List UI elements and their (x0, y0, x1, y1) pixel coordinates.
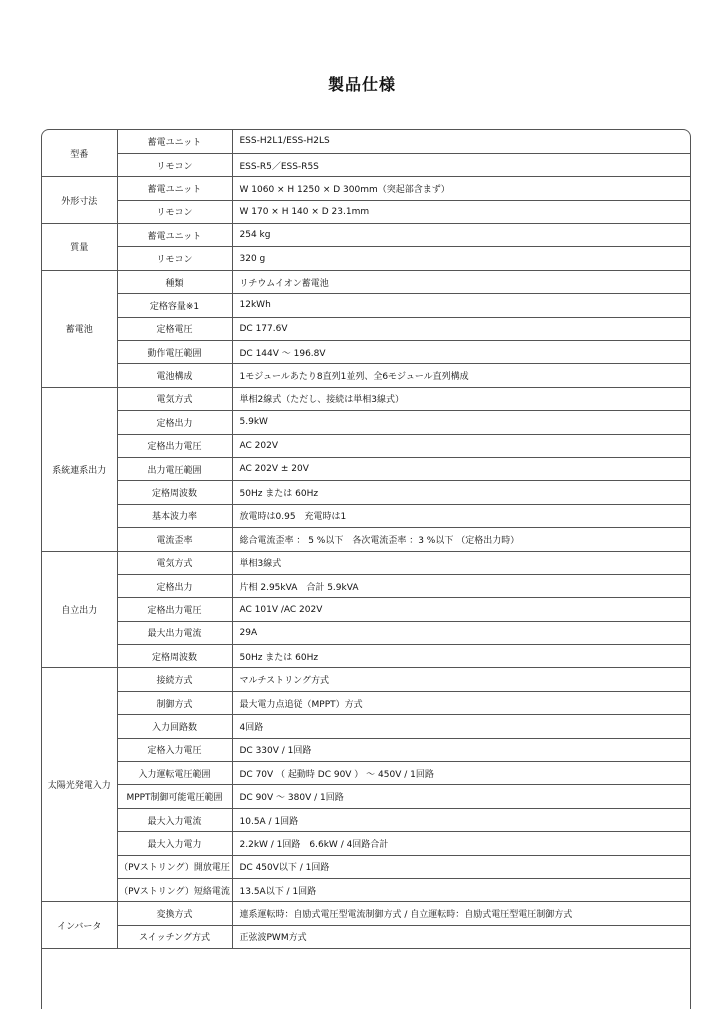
spec-value: AC 202V ± 20V (232, 457, 691, 480)
spec-item-label: リモコン (117, 153, 232, 176)
spec-value: AC 101V /AC 202V (232, 598, 691, 621)
spec-item-label: 入力回路数 (117, 715, 232, 738)
spec-value: 13.5A以下 / 1回路 (232, 879, 691, 902)
spec-value: DC 330V / 1回路 (232, 738, 691, 761)
spec-item-label: 定格周波数 (117, 481, 232, 504)
spec-value: 単相3線式 (232, 551, 691, 574)
spec-row (42, 130, 691, 153)
spec-value: W 1060 × H 1250 × D 300mm（突起部含まず） (232, 177, 691, 200)
spec-row (42, 504, 691, 527)
spec-row (42, 528, 691, 551)
spec-row (42, 224, 691, 247)
spec-row (42, 294, 691, 317)
spec-row (42, 317, 691, 340)
empty-continuation-row (42, 949, 691, 989)
spec-item-label: 定格電圧 (117, 317, 232, 340)
spec-row (42, 200, 691, 223)
spec-value: AC 202V (232, 434, 691, 457)
spec-value: 29A (232, 621, 691, 644)
spec-item-label: 最大入力電流 (117, 808, 232, 831)
spec-row (42, 481, 691, 504)
spec-row (42, 879, 691, 902)
spec-item-label: 蓄電ユニット (117, 224, 232, 247)
spec-value: 総合電流歪率 ： 5 %以下 各次電流歪率 ：3 %以下 （定格出力時） (232, 528, 691, 551)
spec-item-label: 接続方式 (117, 668, 232, 691)
spec-value: マルチストリング方式 (232, 668, 691, 691)
spec-item-label: 入力運転電圧範囲 (117, 762, 232, 785)
spec-row (42, 364, 691, 387)
spec-value: 5.9kW (232, 411, 691, 434)
spec-value: 50Hz または 60Hz (232, 481, 691, 504)
spec-value: DC 144V ～ 196.8V (232, 341, 691, 364)
spec-row (42, 902, 691, 925)
spec-row (42, 621, 691, 644)
spec-row (42, 645, 691, 668)
spec-item-label: （PVストリング）開放電圧 (117, 855, 232, 878)
spec-item-label: 最大入力電力 (117, 832, 232, 855)
spec-item-label: 最大出力電流 (117, 621, 232, 644)
spec-item-label: 電流歪率 (117, 528, 232, 551)
spec-row (42, 177, 691, 200)
spec-row (42, 715, 691, 738)
spec-item-label: 出力電圧範囲 (117, 457, 232, 480)
spec-table-frame (41, 129, 691, 1009)
spec-item-label: 蓄電ユニット (117, 177, 232, 200)
spec-value: 正弦波PWM方式 (232, 925, 691, 948)
empty-cell (42, 949, 691, 989)
spec-value: 2.2kW / 1回路 6.6kW / 4回路合計 (232, 832, 691, 855)
spec-row (42, 785, 691, 808)
spec-table (42, 130, 691, 989)
spec-value: ESS-H2L1/ESS-H2LS (232, 130, 691, 153)
spec-value: W 170 × H 140 × D 23.1mm (232, 200, 691, 223)
page-title: 製品仕様 (327, 75, 396, 94)
spec-row (42, 551, 691, 574)
spec-value: 片相 2.95kVA 合計 5.9kVA (232, 574, 691, 597)
spec-item-label: 基本波力率 (117, 504, 232, 527)
spec-value: 50Hz または 60Hz (232, 645, 691, 668)
category-label: 太陽光発電入力 (42, 668, 117, 902)
spec-item-label: スイッチング方式 (117, 925, 232, 948)
spec-value: 単相2線式（ただし、接続は単相3線式） (232, 387, 691, 410)
spec-item-label: 制御方式 (117, 691, 232, 714)
spec-item-label: 定格周波数 (117, 645, 232, 668)
category-label: 蓄電池 (42, 270, 117, 387)
spec-value: リチウムイオン蓄電池 (232, 270, 691, 293)
spec-item-label: 種類 (117, 270, 232, 293)
spec-row (42, 270, 691, 293)
spec-item-label: MPPT制御可能電圧範囲 (117, 785, 232, 808)
spec-item-label: 定格出力 (117, 574, 232, 597)
spec-row (42, 247, 691, 270)
spec-item-label: 電気方式 (117, 387, 232, 410)
spec-value: ESS-R5／ESS-R5S (232, 153, 691, 176)
spec-item-label: 定格入力電圧 (117, 738, 232, 761)
spec-row (42, 598, 691, 621)
spec-item-label: リモコン (117, 247, 232, 270)
spec-item-label: 変換方式 (117, 902, 232, 925)
spec-row (42, 762, 691, 785)
spec-item-label: 定格出力電圧 (117, 598, 232, 621)
spec-value: 254 kg (232, 224, 691, 247)
spec-item-label: 電気方式 (117, 551, 232, 574)
spec-item-label: 定格出力電圧 (117, 434, 232, 457)
spec-item-label: リモコン (117, 200, 232, 223)
spec-row (42, 457, 691, 480)
spec-row (42, 691, 691, 714)
spec-row (42, 411, 691, 434)
spec-row (42, 387, 691, 410)
spec-row (42, 668, 691, 691)
spec-value: 4回路 (232, 715, 691, 738)
category-label: 型番 (42, 130, 117, 177)
spec-value: 320 g (232, 247, 691, 270)
category-label: インバータ (42, 902, 117, 949)
spec-value: 12kWh (232, 294, 691, 317)
spec-item-label: （PVストリング）短絡電流 (117, 879, 232, 902)
category-label: 質量 (42, 224, 117, 271)
spec-value: DC 70V （ 起動時 DC 90V ） ～ 450V / 1回路 (232, 762, 691, 785)
spec-row (42, 808, 691, 831)
spec-row (42, 434, 691, 457)
spec-value: DC 90V ～ 380V / 1回路 (232, 785, 691, 808)
category-label: 系統連系出力 (42, 387, 117, 551)
spec-item-label: 蓄電ユニット (117, 130, 232, 153)
spec-value: 最大電力点追従（MPPT）方式 (232, 691, 691, 714)
spec-row (42, 738, 691, 761)
spec-row (42, 341, 691, 364)
spec-value: 10.5A / 1回路 (232, 808, 691, 831)
spec-item-label: 電池構成 (117, 364, 232, 387)
spec-value: 放電時は0.95 充電時は1 (232, 504, 691, 527)
spec-value: 1モジュールあたり8直列1並列、全6モジュール直列構成 (232, 364, 691, 387)
spec-row (42, 153, 691, 176)
spec-row (42, 925, 691, 948)
spec-value: 連系運転時：自励式電圧型電流制御方式 / 自立運転時：自励式電圧型電圧制御方式 (232, 902, 691, 925)
category-label: 外形寸法 (42, 177, 117, 224)
spec-row (42, 855, 691, 878)
spec-row (42, 832, 691, 855)
spec-item-label: 定格容量※1 (117, 294, 232, 317)
spec-row (42, 574, 691, 597)
category-label: 自立出力 (42, 551, 117, 668)
spec-value: DC 450V以下 / 1回路 (232, 855, 691, 878)
spec-item-label: 動作電圧範囲 (117, 341, 232, 364)
spec-item-label: 定格出力 (117, 411, 232, 434)
spec-value: DC 177.6V (232, 317, 691, 340)
